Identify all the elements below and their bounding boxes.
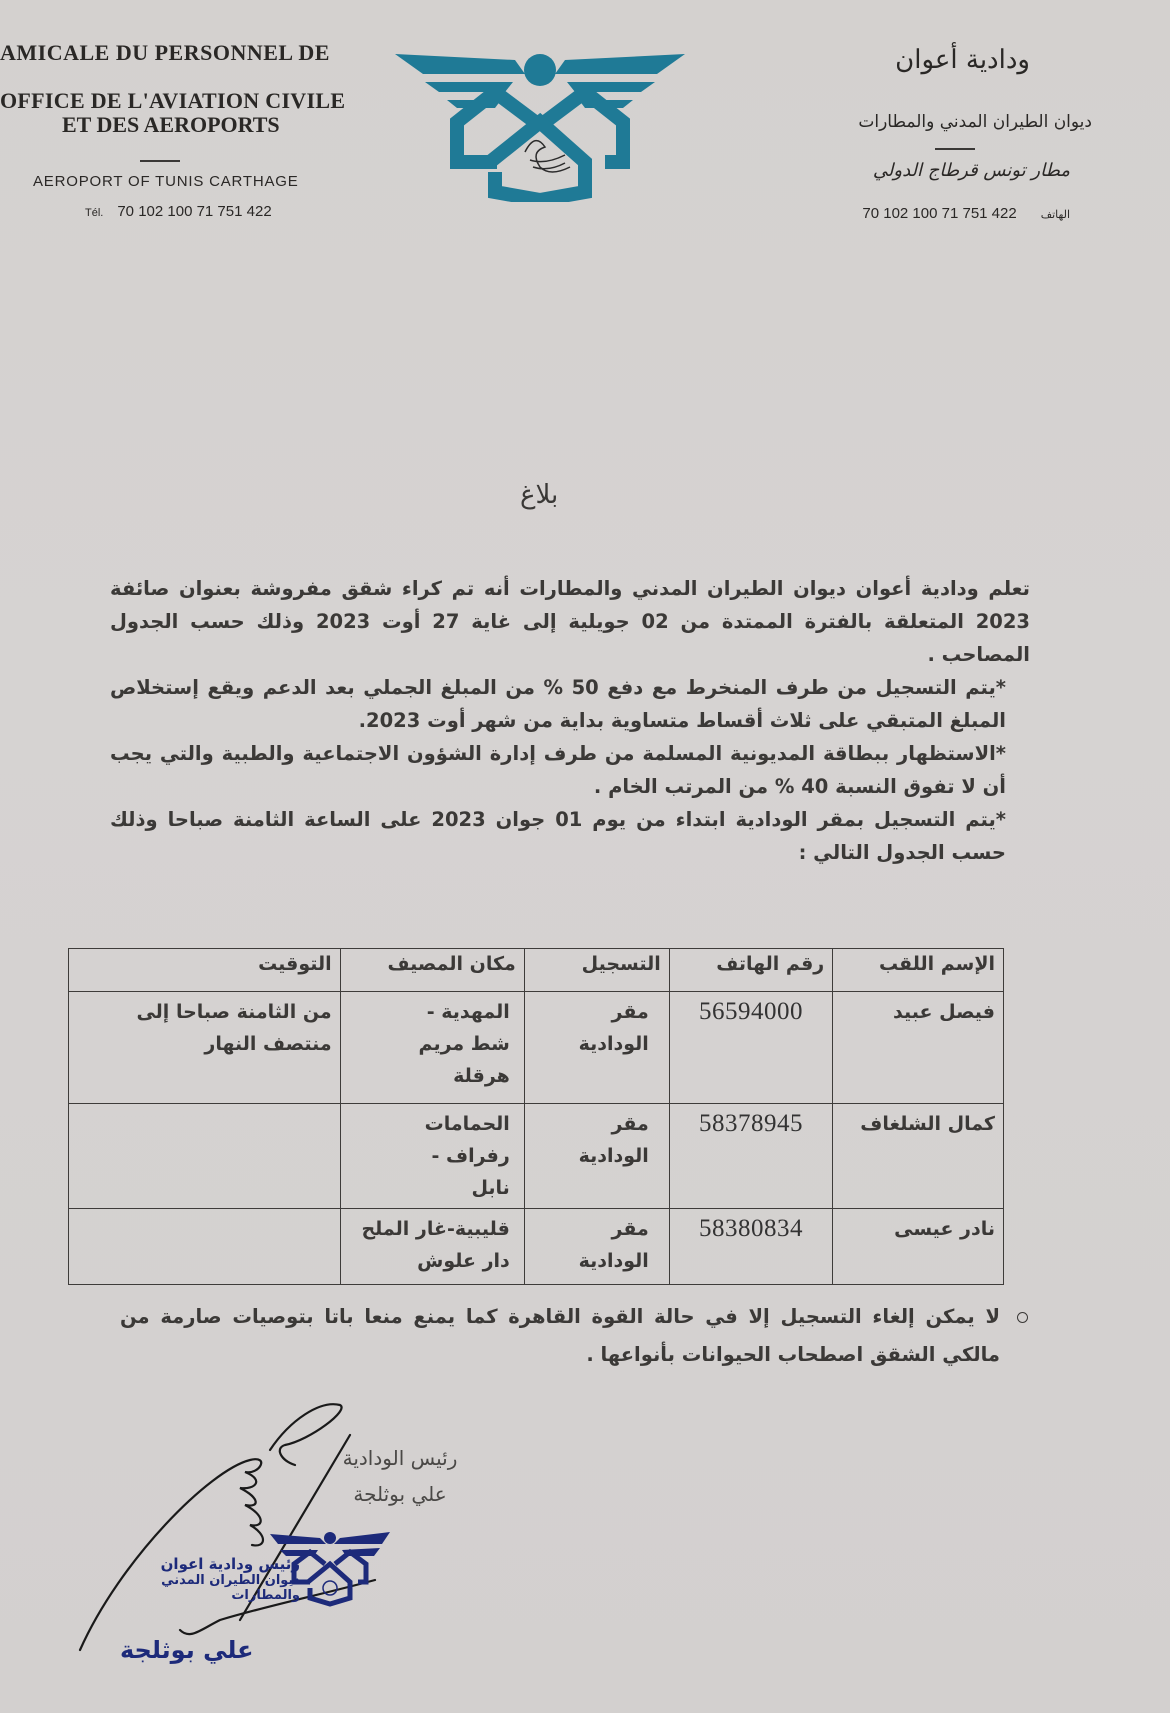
header-name: الإسم اللقب	[833, 949, 1004, 992]
cell-time	[69, 1209, 341, 1285]
cell-phone: 58378945	[669, 1104, 832, 1209]
cell-phone: 56594000	[669, 992, 832, 1104]
point-payment: *يتم التسجيل من طرف المنخرط مع دفع 50 % من المبلغ الجملي بعد الدعم ويقع إستخلاص المبلغ المتبقي على ثلاث أقساط متساوية بداية من شهر أوت 2023.	[110, 676, 1006, 732]
aviation-logo-icon	[395, 52, 685, 202]
header-place: مكان المصيف	[340, 949, 524, 992]
cell-name: نادر عيسى	[833, 1209, 1004, 1285]
cell-place: المهدية - شط مريم هرقلة	[340, 992, 524, 1104]
table-row	[69, 1104, 1004, 1209]
official-stamp	[70, 1555, 300, 1603]
header-divider-ar	[935, 148, 975, 150]
header-registration: التسجيل	[524, 949, 669, 992]
airport-name-ar: مطار تونس قرطاج الدولي	[872, 160, 1070, 181]
cell-registration: مقر الودادية	[524, 1104, 669, 1209]
cell-time	[69, 1104, 341, 1209]
document-body	[110, 572, 1030, 869]
cell-registration: مقر الودادية	[524, 1209, 669, 1285]
tel-label-ar: الهاتف	[1040, 209, 1070, 221]
airport-name-fr: AEROPORT OF TUNIS CARTHAGE	[33, 173, 299, 190]
association-name-ar: ودادية أعوان	[895, 45, 1030, 75]
note-text: لا يمكن إلغاء التسجيل إلا في حالة القوة القاهرة كما يمنع منعا باتا بتوصيات صارمة من مالكي الشقق اصطحاب الحيوانات بأنواعها .	[120, 1305, 1000, 1366]
cell-place: قليبية-غار الملح دار علوش	[340, 1209, 524, 1285]
cell-place: الحمامات رفراف - نابل	[340, 1104, 524, 1209]
org-name-line1: AMICALE DU PERSONNEL DE	[0, 40, 330, 65]
cell-phone: 58380834	[669, 1209, 832, 1285]
table-row	[69, 992, 1004, 1104]
signatory-name: علي بوثلجة	[353, 1482, 447, 1506]
signatory-role: رئيس الودادية	[342, 1446, 458, 1470]
header-time: التوقيت	[69, 949, 341, 992]
header-divider	[140, 160, 180, 162]
bullet-icon	[1017, 1312, 1028, 1323]
header-phone: رقم الهاتف	[669, 949, 832, 992]
tel-label-fr: Tél.	[85, 207, 104, 219]
cell-time: من الثامنة صباحا إلى منتصف النهار	[69, 992, 341, 1104]
org-name-line2: OFFICE DE L'AVIATION CIVILE	[0, 88, 346, 113]
schedule-table	[68, 948, 1004, 1285]
phone-fr	[85, 203, 272, 220]
table-header-row	[69, 949, 1004, 992]
document-title: بلاغ	[520, 480, 559, 510]
stamp-name: علي بوثلجة	[120, 1636, 254, 1664]
cell-name: كمال الشلغاف	[833, 1104, 1004, 1209]
cell-name: فيصل عبيد	[833, 992, 1004, 1104]
tel-numbers-fr: 70 102 100 71 751 422	[117, 203, 272, 220]
table-row	[69, 1209, 1004, 1285]
tel-numbers-ar: 70 102 100 71 751 422	[862, 205, 1017, 222]
stamp-line2: ديوان الطيران المدني	[161, 1573, 300, 1588]
stamp-line1: رئيس ودادية اعوان	[160, 1555, 300, 1573]
stamp-line3: والمطارات	[231, 1588, 300, 1603]
cell-registration: مقر الودادية	[524, 992, 669, 1104]
point-debt-card: *الاستظهار ببطاقة المديونية المسلمة من طرف إدارة الشؤون الاجتماعية والطبية والتي يجب أن لا تفوق النسبة 40 % من المرتب الخام .	[110, 742, 1006, 798]
cancellation-note	[120, 1298, 1000, 1374]
phone-ar	[862, 205, 1070, 222]
point-registration: *يتم التسجيل بمقر الودادية ابتداء من يوم 01 جوان 2023 على الساعة الثامنة صباحا وذلك حسب الجدول التالي :	[110, 808, 1007, 864]
org-name-line3: ET DES AEROPORTS	[62, 112, 280, 137]
intro-paragraph: تعلم ودادية أعوان ديوان الطيران المدني والمطارات أنه تم كراء شقق مفروشة بعنوان صائفة 2023 المتعلقة بالفترة الممتدة من 02 جويلية إلى غاية 27 أوت 2023 وذلك حسب الجدول المصاحب .	[110, 577, 1030, 666]
office-name-ar: ديوان الطيران المدني والمطارات	[858, 112, 1092, 132]
